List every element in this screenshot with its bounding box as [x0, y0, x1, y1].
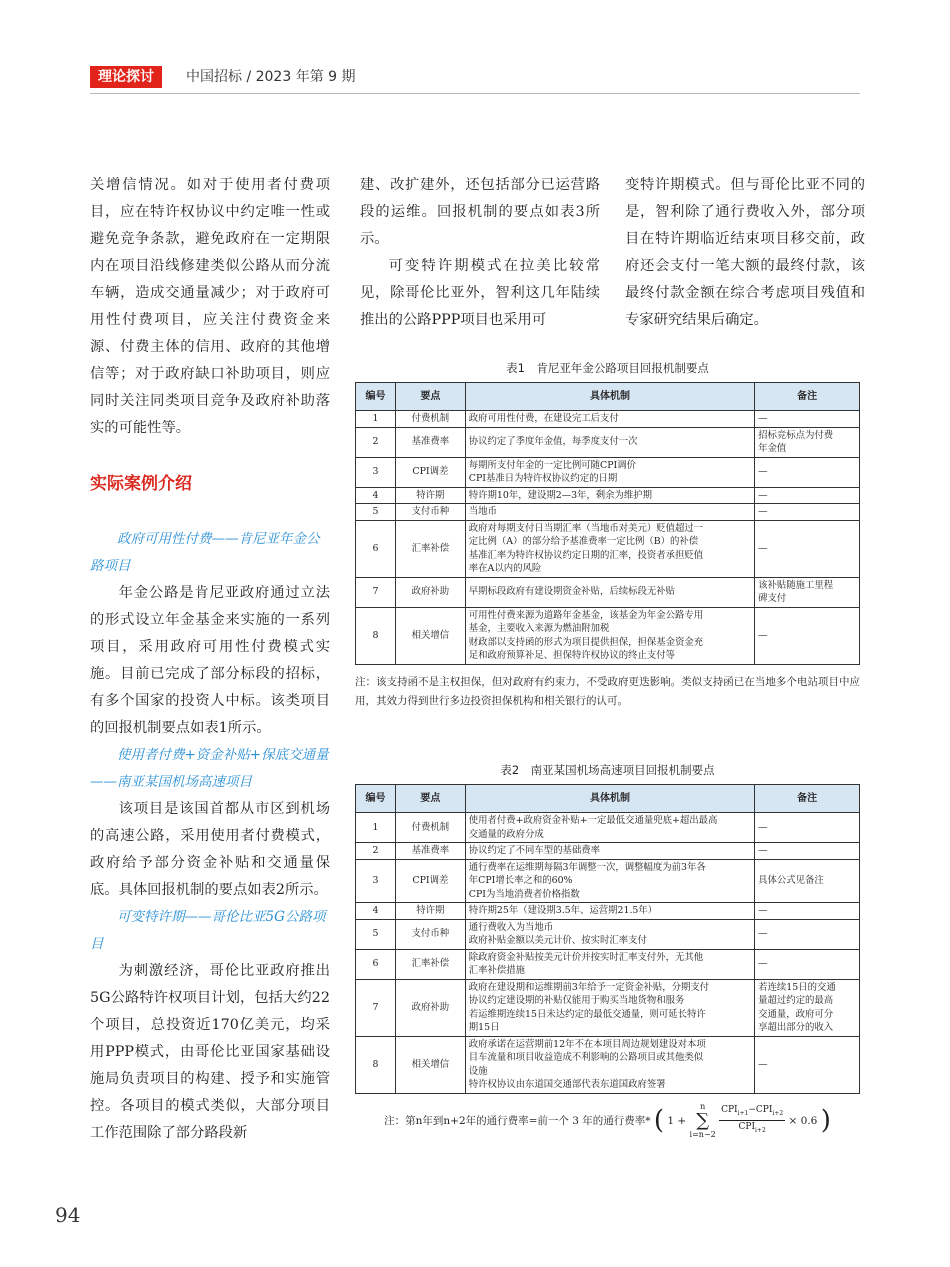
- cell-line: 财政部以支持函的形式为项目提供担保，担保基金资金充: [468, 636, 704, 648]
- table-cell: [465, 487, 754, 504]
- table-row: [356, 813, 860, 843]
- cell-line: 政府可用性付费，在建设完工后支付: [468, 413, 619, 424]
- table-cell: 付费机制: [395, 411, 465, 428]
- header-cell: 编号: [356, 383, 396, 411]
- cell-line: —: [758, 958, 768, 970]
- cell-line: 基准汇率为特许权协议约定日期的汇率，投资者承担贬值: [468, 549, 704, 561]
- table-cell: [755, 949, 860, 979]
- table-cell: [755, 607, 860, 664]
- page-number: 94: [55, 1203, 81, 1227]
- cell-line: 政府承诺在运营期前12年不在本项目周边规划建设对本项: [468, 1038, 706, 1050]
- cell-line: 协议约定建设期的补贴仅能用于购买当地货物和服务: [468, 995, 685, 1006]
- cell-line: 除政府资金补贴按美元计价并按实时汇率支付外，无其他: [468, 951, 704, 963]
- table-cell: 基准费率: [395, 843, 465, 860]
- table-cell: [755, 577, 860, 607]
- cell-line: 特许权协议由东道国交通部代表东道国政府签署: [468, 1079, 666, 1090]
- cell-line: 期15日: [468, 1022, 500, 1033]
- cell-line: 率在A以内的风险: [468, 563, 542, 574]
- cell-line: 特许期10年，建设期2—3年，剩余为维护期: [468, 489, 653, 501]
- section-tag: 理论探讨: [90, 66, 162, 88]
- formula-paren: ): [820, 1105, 831, 1135]
- table-row: [356, 1036, 860, 1093]
- cell-line: 若运维期连续15日未达约定的最低交通量，则可延长特许: [468, 1008, 706, 1020]
- cell-line: 该补贴随施工里程: [758, 579, 834, 591]
- cell-line: 年金值: [758, 443, 787, 454]
- table-1: [355, 382, 860, 665]
- table-cell: [755, 843, 860, 860]
- header-cell: 要点: [395, 785, 465, 813]
- table-cell: [465, 979, 754, 1036]
- num-term: CPI: [721, 1105, 738, 1116]
- table-cell: [465, 607, 754, 664]
- cell-line: 政府在建设期和运维期前3年给予一定资金补贴，分期支付: [468, 981, 710, 993]
- table-cell: 相关增信: [395, 1036, 465, 1093]
- header-cell: 编号: [356, 785, 396, 813]
- table-cell: [755, 504, 860, 521]
- cell-line: 协议约定了不同车型的基础费率: [468, 845, 601, 856]
- num-sub: i+1: [737, 1110, 749, 1117]
- table-2-block: [355, 762, 860, 1140]
- table-cell: 6: [356, 520, 396, 577]
- table-cell: 政府补助: [395, 577, 465, 607]
- table-cell: [465, 843, 754, 860]
- cell-line: —: [758, 489, 768, 501]
- header-cell: 具体机制: [465, 785, 754, 813]
- table-cell: 特许期: [395, 903, 465, 920]
- table-cell: [465, 949, 754, 979]
- sum-lower: i=n−2: [689, 1129, 716, 1139]
- sum-upper: n: [700, 1101, 706, 1111]
- formula-one: 1 +: [667, 1114, 687, 1127]
- table-cell: [465, 859, 754, 903]
- cell-line: 协议约定了季度年金值，每季度支付一次: [468, 436, 638, 448]
- cell-line: 通行费率在运维期每隔3年调整一次，调整幅度为前3年各: [468, 861, 706, 873]
- table-cell: 特许期: [395, 487, 465, 504]
- table-row: [356, 520, 860, 577]
- table-cell: 5: [356, 504, 396, 521]
- den-sub: i+2: [755, 1126, 766, 1134]
- table-cell: 3: [356, 859, 396, 903]
- cell-line: 年CPI增长率之和的60%: [468, 875, 573, 886]
- cell-line: —: [758, 821, 768, 833]
- cell-line: 碑支付: [758, 593, 787, 604]
- formula-times: × 0.6: [788, 1114, 818, 1127]
- subheading: 可变特许期——哥伦比亚5G公路项目: [90, 909, 326, 952]
- header-cell: 备注: [755, 785, 860, 813]
- header-cell: 具体机制: [465, 383, 754, 411]
- subheading: 政府可用性付费——肯尼亚年金公路项目: [90, 531, 320, 574]
- cell-line: —: [758, 1058, 768, 1070]
- fraction-denominator: [739, 1121, 766, 1137]
- table-cell: 支付币种: [395, 504, 465, 521]
- table-header-row: [356, 785, 860, 813]
- table-2: [355, 784, 860, 1094]
- paragraph: 变特许期模式。但与哥伦比亚不同的是，智利除了通行费收入外，部分项目在特许期临近结束项目移交前，政府还会支付一笔大额的最终付款，该最终付款金额在综合考虑项目残值和专家研究结果后确定。: [625, 177, 865, 328]
- cell-line: —: [758, 928, 768, 940]
- table-cell: [465, 411, 754, 428]
- formula-paren: (: [653, 1105, 665, 1135]
- cell-line: —: [758, 845, 768, 856]
- journal-title: 中国招标 / 2023 年第 9 期: [186, 69, 356, 85]
- cell-line: 通行费收入为当地币: [468, 921, 554, 933]
- table-cell: 支付币种: [395, 919, 465, 949]
- den-term: CPI: [738, 1122, 756, 1132]
- table-cell: [755, 427, 860, 457]
- cell-line: 汇率补偿措施: [468, 965, 526, 976]
- table-row: [356, 411, 860, 428]
- num-term: −CPI: [748, 1105, 773, 1116]
- table-cell: [465, 903, 754, 920]
- page-header: [90, 66, 860, 94]
- table-row: [356, 843, 860, 860]
- paragraph: 建、改扩建外，还包括部分已运营路段的运维。回报机制的要点如表3所示。: [360, 177, 600, 247]
- paragraph: 关增信情况。如对于使用者付费项目，应在特许权协议中约定唯一性或避免竞争条款，避免政府在一定期限内在项目沿线修建类似公路从而分流车辆，造成交通量减少；对于政府可用性付费项目，应关注付费资金来源、付费主体的信用、政府的其他增信等；对于政府缺口补助项目，则应同时关注同类项目竞争及政府补助落实的可能性等。: [90, 177, 330, 436]
- cell-line: 当地币: [468, 506, 497, 517]
- cell-line: CPI基准日为特许权协议约定的日期: [468, 473, 618, 484]
- table-cell: [755, 813, 860, 843]
- table-footnote: [355, 1102, 860, 1140]
- table-row: [356, 504, 860, 521]
- cell-line: 政府对每期支付日当期汇率（当地币对美元）贬值超过一: [468, 522, 704, 534]
- table-cell: CPI调差: [395, 457, 465, 487]
- cell-line: 特许期25年（建设期3.5年、运营期21.5年）: [468, 905, 658, 916]
- table-cell: 7: [356, 979, 396, 1036]
- table-cell: [755, 411, 860, 428]
- table-cell: 基准费率: [395, 427, 465, 457]
- table-caption: 表1 肯尼亚年金公路项目回报机制要点: [506, 361, 709, 375]
- table-cell: [465, 919, 754, 949]
- paragraph: 该项目是该国首都从市区到机场的高速公路，采用使用者付费模式，政府给予部分资金补贴和交通量保底。具体回报机制的要点如表2所示。: [90, 801, 330, 898]
- cell-line: 若连续15日的交通: [758, 981, 836, 993]
- cell-line: —: [758, 413, 768, 424]
- table-cell: CPI调差: [395, 859, 465, 903]
- table-cell: 5: [356, 919, 396, 949]
- table-cell: [755, 487, 860, 504]
- table-header-row: [356, 383, 860, 411]
- formula: [654, 1102, 831, 1140]
- cell-line: 早期标段政府有建设期资金补贴，后续标段无补贴: [468, 586, 676, 598]
- table-cell: [755, 859, 860, 903]
- column-2: [360, 172, 600, 334]
- table-cell: 4: [356, 903, 396, 920]
- cell-line: 招标竞标点为付费: [758, 429, 834, 441]
- cell-line: CPI为当地消费者价格指数: [468, 888, 580, 900]
- table-row: [356, 919, 860, 949]
- table-cell: 8: [356, 607, 396, 664]
- table-cell: 8: [356, 1036, 396, 1093]
- table-cell: [465, 427, 754, 457]
- table-cell: [755, 979, 860, 1036]
- column-3: [625, 172, 865, 334]
- table-cell: [755, 1036, 860, 1093]
- table-cell: 1: [356, 411, 396, 428]
- cell-line: 享超出部分的收入: [758, 1022, 834, 1033]
- sum-symbol: ∑: [696, 1109, 710, 1131]
- table-cell: 汇率补偿: [395, 520, 465, 577]
- table-cell: [755, 520, 860, 577]
- cell-line: 足和政府预算补足、担保特许权协议的终止支付等: [468, 650, 676, 661]
- table-cell: 政府补助: [395, 979, 465, 1036]
- cell-line: —: [758, 629, 768, 641]
- table-row: [356, 949, 860, 979]
- table-cell: 2: [356, 843, 396, 860]
- table-cell: 4: [356, 487, 396, 504]
- table-cell: [465, 520, 754, 577]
- paragraph: 可变特许期模式在拉美比较常见，除哥伦比亚外，智利这几年陆续推出的公路PPP项目也采用可: [360, 258, 600, 328]
- paragraph: 为刺激经济，哥伦比亚政府推出5G公路特许权项目计划，包括大约22个项目，总投资近170亿美元，均采用PPP模式，由哥伦比亚国家基础设施局负责项目的构建、授予和实施管控。各项目的模式类似，大部分项目工作范围除了部分路段新: [90, 963, 330, 1141]
- table-cell: 6: [356, 949, 396, 979]
- paragraph: 年金公路是肯尼亚政府通过立法的形式设立年金基金来实施的一系列项目，采用政府可用性付费模式实施。目前已完成了部分标段的招标，有多个国家的投资人中标。该类项目的回报机制要点如表1所示。: [90, 585, 330, 736]
- table-cell: 2: [356, 427, 396, 457]
- cell-line: —: [758, 542, 768, 554]
- table-cell: [465, 457, 754, 487]
- section-heading: 实际案例介绍: [90, 474, 192, 494]
- table-cell: 付费机制: [395, 813, 465, 843]
- column-1: [90, 172, 330, 1147]
- table-row: [356, 607, 860, 664]
- table-row: [356, 577, 860, 607]
- table-caption: 表2 南亚某国机场高速项目回报机制要点: [500, 763, 715, 777]
- cell-line: 使用者付费+政府资金补贴+一定最低交通量兜底+超出最高: [468, 815, 718, 826]
- table-cell: [465, 577, 754, 607]
- cell-line: —: [758, 506, 768, 517]
- table-footnote: 注：该支持函不是主权担保，但对政府有约束力，不受政府更迭影响。类似支持函已在当地多个电站项目中应用，其效力得到世行多边投资担保机构和相关银行的认可。: [355, 675, 860, 707]
- cell-line: 基金，主要收入来源为燃油附加税: [468, 623, 610, 634]
- table-cell: [755, 903, 860, 920]
- cell-line: 可用性付费来源为道路年金基金，该基金为年金公路专用: [468, 609, 704, 621]
- table-cell: [465, 1036, 754, 1093]
- num-sub: i+2: [772, 1110, 784, 1117]
- table-row: [356, 457, 860, 487]
- table-row: [356, 487, 860, 504]
- formula-fraction: [719, 1104, 785, 1137]
- table-1-block: [355, 360, 860, 711]
- cell-line: 目车流量和项目收益造成不利影响的公路项目或其他类似: [468, 1052, 704, 1063]
- subheading: 使用者付费+资金补贴+保底交通量——南亚某国机场高速项目: [90, 747, 329, 790]
- table-cell: [465, 504, 754, 521]
- footnote-text: 注：第n年到n+2年的通行费率=前一个 3 年的通行费率*: [384, 1114, 651, 1127]
- table-row: [356, 859, 860, 903]
- cell-line: 设施: [468, 1065, 488, 1077]
- cell-line: 定比例（A）的部分给予基准费率一定比例（B）的补偿: [468, 536, 699, 547]
- table-row: [356, 427, 860, 457]
- table-cell: 汇率补偿: [395, 949, 465, 979]
- table-cell: [755, 919, 860, 949]
- cell-line: 交通量，政府可分: [758, 1008, 834, 1020]
- table-row: [356, 979, 860, 1036]
- formula-sum: [690, 1102, 716, 1140]
- table-cell: [465, 813, 754, 843]
- cell-line: 每期所支付年金的一定比例可随CPI调价: [468, 459, 636, 471]
- header-cell: 备注: [755, 383, 860, 411]
- fraction-numerator: [719, 1104, 785, 1121]
- cell-line: 交通量的政府分成: [468, 828, 544, 840]
- cell-line: —: [758, 466, 768, 478]
- table-cell: 3: [356, 457, 396, 487]
- table-cell: 相关增信: [395, 607, 465, 664]
- table-cell: 7: [356, 577, 396, 607]
- table-row: [356, 903, 860, 920]
- cell-line: 量超过约定的最高: [758, 995, 834, 1006]
- cell-line: 政府补贴金额以美元计价、按实时汇率支付: [468, 935, 647, 946]
- header-cell: 要点: [395, 383, 465, 411]
- table-cell: 1: [356, 813, 396, 843]
- cell-line: 具体公式见备注: [758, 875, 824, 886]
- table-cell: [755, 457, 860, 487]
- cell-line: —: [758, 905, 768, 916]
